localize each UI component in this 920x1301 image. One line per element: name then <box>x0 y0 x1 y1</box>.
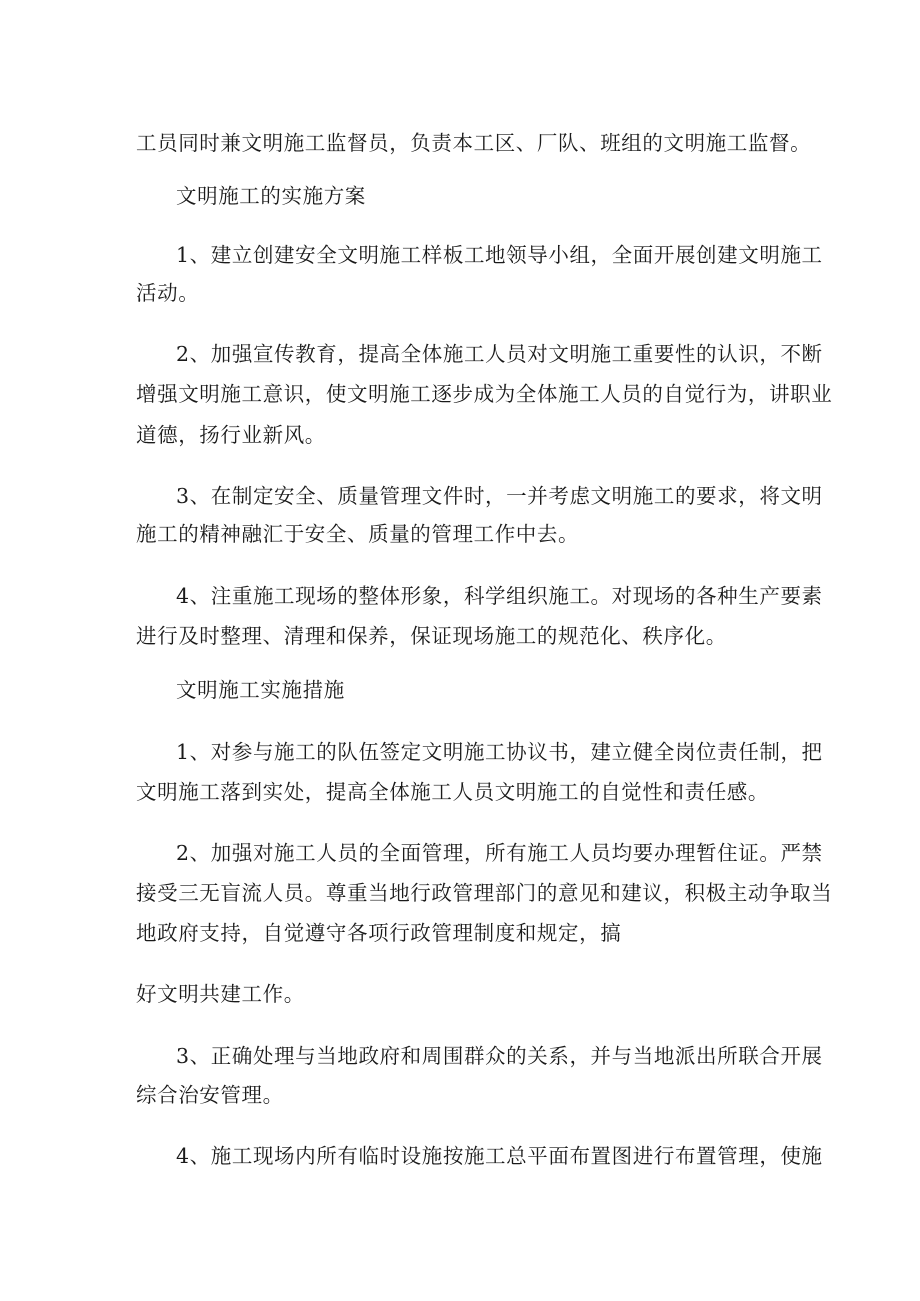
text-line: 文明施工落到实处，提高全体施工人员文明施工的自觉性和责任感。 <box>136 780 769 804</box>
text-line: 施工的精神融汇于安全、质量的管理工作中去。 <box>136 522 580 546</box>
text-line: 活动。 <box>136 281 200 305</box>
text-line: 1、建立创建安全文明施工样板工地领导小组，全面开展创建文明施工 <box>176 243 823 267</box>
text-line: 地政府支持，自觉遵守各项行政管理制度和规定，搞 <box>136 921 622 945</box>
text-line: 综合治安管理。 <box>136 1083 284 1107</box>
text-line: 增强文明施工意识，使文明施工逐步成为全体施工人员的自觉行为，讲职业 <box>136 382 833 406</box>
text-line: 1、对参与施工的队伍签定文明施工协议书，建立健全岗位责任制，把 <box>176 740 823 764</box>
text-line: 3、在制定安全、质量管理文件时，一并考虑文明施工的要求，将文明 <box>176 484 823 508</box>
text-line: 2、加强对施工人员的全面管理，所有施工人员均要办理暂住证。严禁 <box>176 841 823 865</box>
text-line: 接受三无盲流人员。尊重当地行政管理部门的意见和建议，积极主动争取当 <box>136 881 833 905</box>
section-heading: 文明施工的实施方案 <box>176 184 366 208</box>
text-line: 进行及时整理、清理和保养，保证现场施工的规范化、秩序化。 <box>136 624 727 648</box>
text-line: 2、加强宣传教育，提高全体施工人员对文明施工重要性的认识，不断 <box>176 342 823 366</box>
text-line: 4、注重施工现场的整体形象，科学组织施工。对现场的各种生产要素 <box>176 584 823 608</box>
text-line: 3、正确处理与当地政府和周围群众的关系，并与当地派出所联合开展 <box>176 1044 823 1068</box>
text-line: 4、施工现场内所有临时设施按施工总平面布置图进行布置管理，使施 <box>176 1144 823 1168</box>
section-heading: 文明施工实施措施 <box>176 678 345 702</box>
text-line: 工员同时兼文明施工监督员，负责本工区、厂队、班组的文明施工监督。 <box>136 131 812 155</box>
text-line: 好文明共建工作。 <box>136 982 305 1006</box>
text-line: 道德，扬行业新风。 <box>136 423 326 447</box>
